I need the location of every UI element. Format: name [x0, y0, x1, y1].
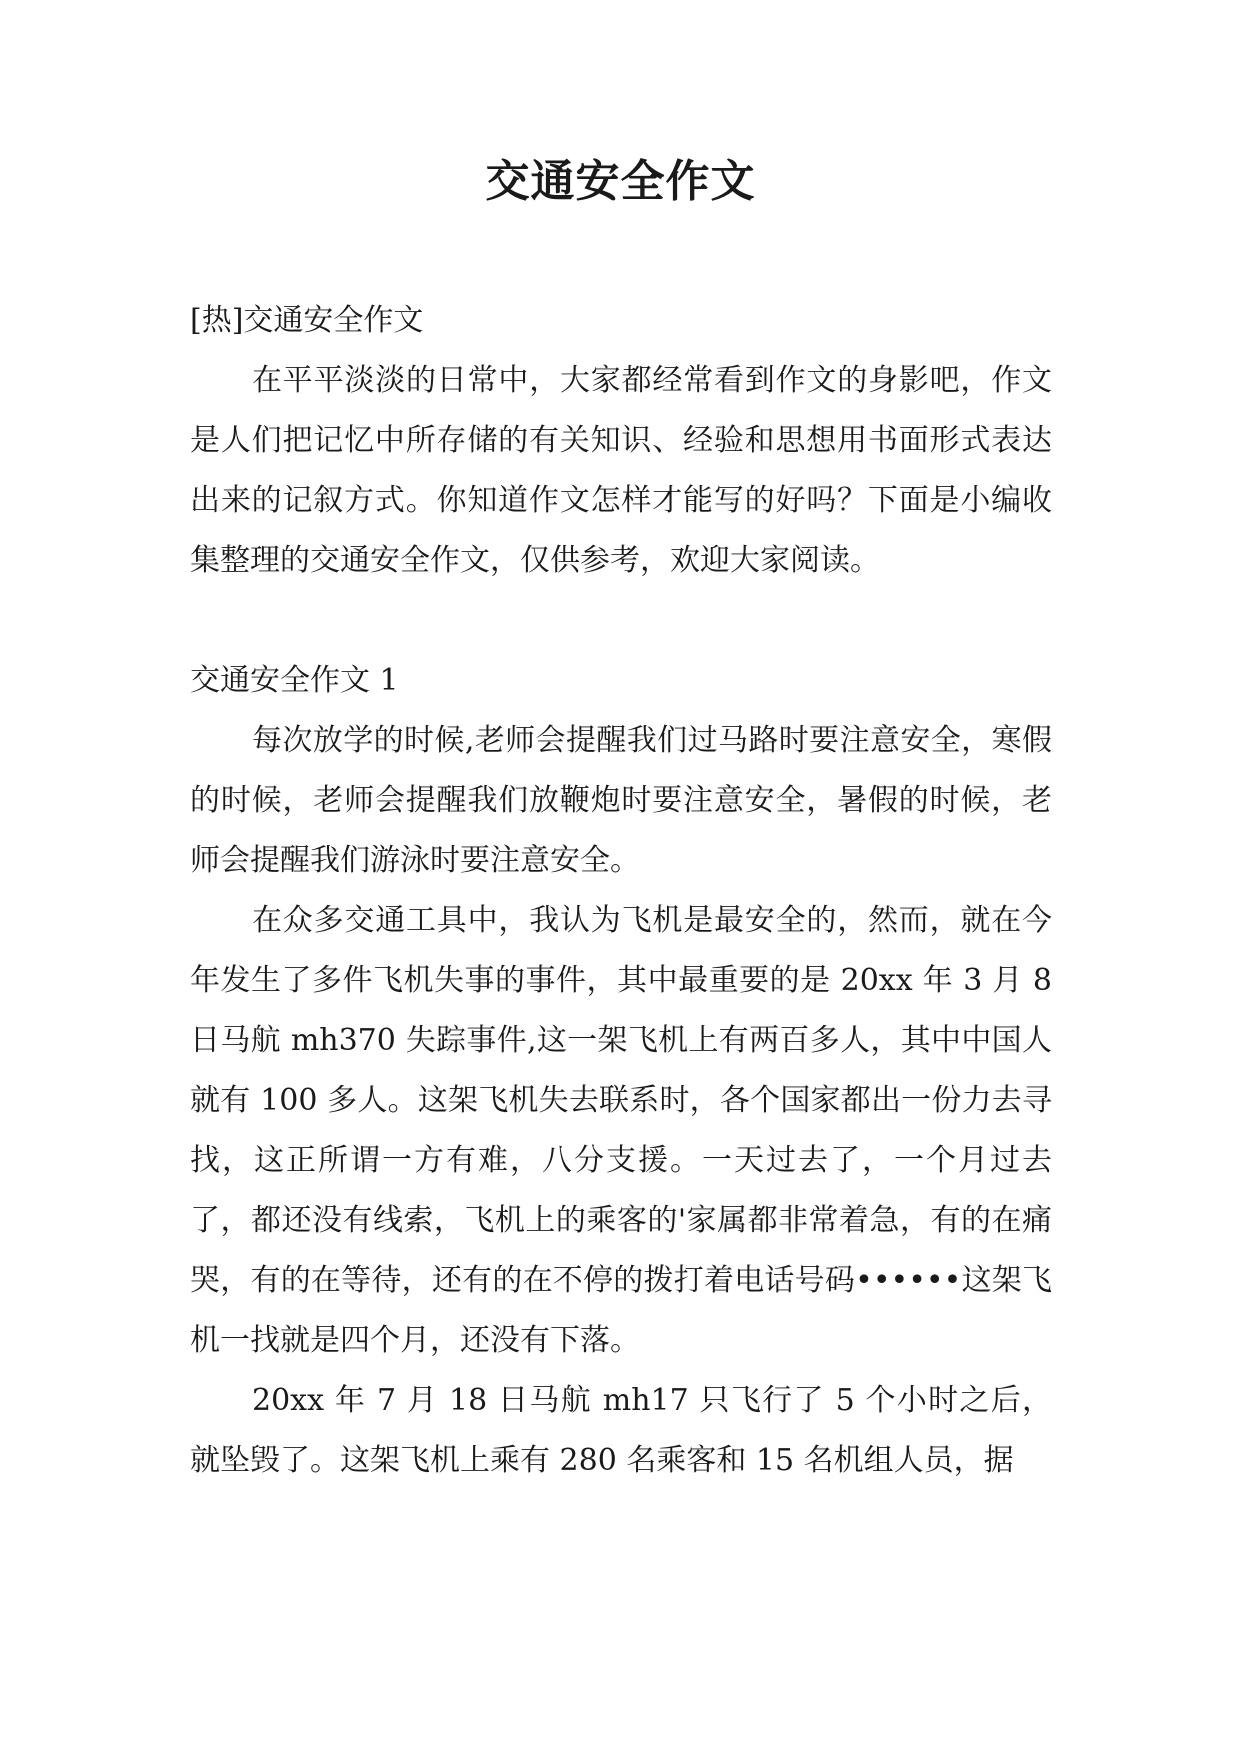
intro-paragraph: 在平平淡淡的日常中，大家都经常看到作文的身影吧，作文是人们把记忆中所存储的有关知识、经验和思想用书面形式表达出来的记叙方式。你知道作文怎样才能写的好吗？下面是小编收集整理的交通安全作文，仅供参考，欢迎大家阅读。: [190, 363, 1052, 578]
section-spacer: [190, 591, 1052, 651]
body-paragraph: 20xx 年 7 月 18 日马航 mh17 只飞行了 5 个小时之后，就坠毁了。这架飞机上乘有 280 名乘客和 15 名机组人员，据: [190, 1383, 1052, 1478]
body-paragraph: 每次放学的时候,老师会提醒我们过马路时要注意安全，寒假的时候，老师会提醒我们放鞭炮时要注意安全，暑假的时候，老师会提醒我们游泳时要注意安全。: [190, 723, 1052, 878]
document-heading: [热]交通安全作文: [190, 303, 424, 338]
document-title: 交通安全作文: [485, 156, 756, 207]
document-body: [190, 291, 1052, 1491]
section-title: 交通安全作文 1: [190, 663, 399, 698]
body-paragraph: 在众多交通工具中，我认为飞机是最安全的，然而，就在今年发生了多件飞机失事的事件，其中最重要的是 20xx 年 3 月 8 日马航 mh370 失踪事件,这一架飞机上有两百多人，其中中国人就有 100 多人。这架飞机失去联系时，各个国家都出一份力去寻找，这正所谓一方有难，八分支援。一天过去了，一个月过去了，都还没有线索，飞机上的乘客的'家属都非常着急，有的在痛哭，有的在等待，还有的在不停的拨打着电话号码••••••这架飞机一找就是四个月，还没有下落。: [190, 903, 1052, 1358]
